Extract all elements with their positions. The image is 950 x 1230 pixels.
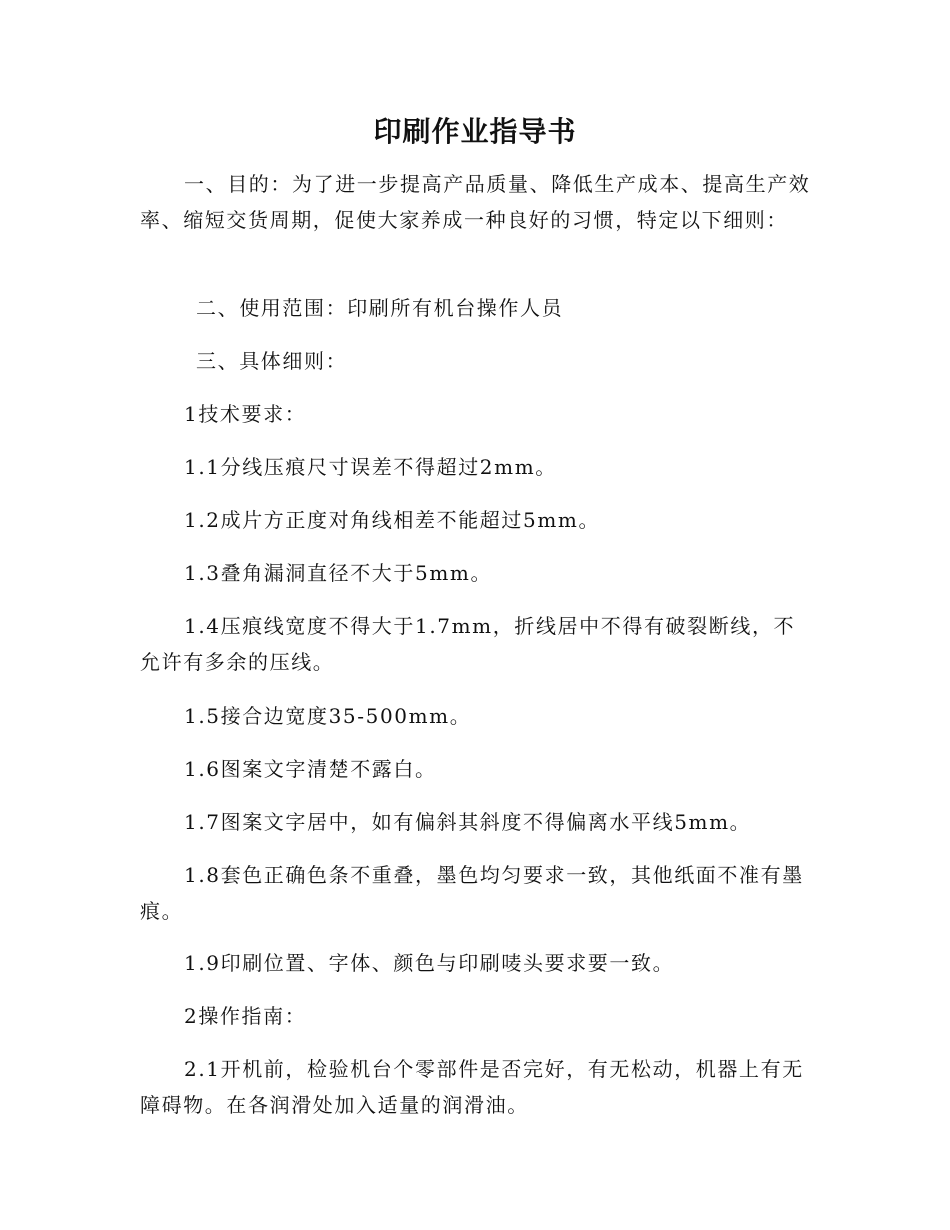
paragraph-item-1-5: 1.5接合边宽度35-500mm。 bbox=[184, 704, 472, 728]
paragraph-rules-heading: 三、具体细则： bbox=[196, 349, 348, 373]
paragraph-item-2-1: 2.1开机前，检验机台个零部件是否完好，有无松动，机器上有无障碍物。在各润滑处加入适量的润滑油。 bbox=[140, 1057, 804, 1117]
paragraph-purpose: 一、目的：为了进一步提高产品质量、降低生产成本、提高生产效率、缩短交货周期，促使大家养成一种良好的习惯，特定以下细则： bbox=[140, 172, 811, 232]
paragraph-technical-heading: 1技术要求： bbox=[184, 402, 307, 426]
paragraph-item-1-1: 1.1分线压痕尺寸误差不得超过2mm。 bbox=[184, 455, 557, 479]
paragraph-item-1-8: 1.8套色正确色条不重叠，墨色均匀要求一致，其他纸面不准有墨痕。 bbox=[140, 863, 804, 923]
paragraph-item-1-9: 1.9印刷位置、字体、颜色与印刷唛头要求要一致。 bbox=[184, 951, 675, 975]
paragraph-item-1-4: 1.4压痕线宽度不得大于1.7mm，折线居中不得有破裂断线，不允许有多余的压线。 bbox=[140, 614, 796, 674]
paragraph-scope: 二、使用范围：印刷所有机台操作人员 bbox=[196, 296, 564, 320]
paragraph-item-1-2: 1.2成片方正度对角线相差不能超过5mm。 bbox=[184, 508, 601, 532]
document-title: 印刷作业指导书 bbox=[373, 115, 577, 148]
paragraph-item-1-7: 1.7图案文字居中，如有偏斜其斜度不得偏离水平线5mm。 bbox=[184, 810, 752, 834]
paragraph-item-1-3: 1.3叠角漏洞直径不大于5mm。 bbox=[184, 561, 493, 585]
paragraph-item-1-6: 1.6图案文字清楚不露白。 bbox=[184, 757, 437, 781]
paragraph-operation-heading: 2操作指南： bbox=[184, 1004, 307, 1028]
